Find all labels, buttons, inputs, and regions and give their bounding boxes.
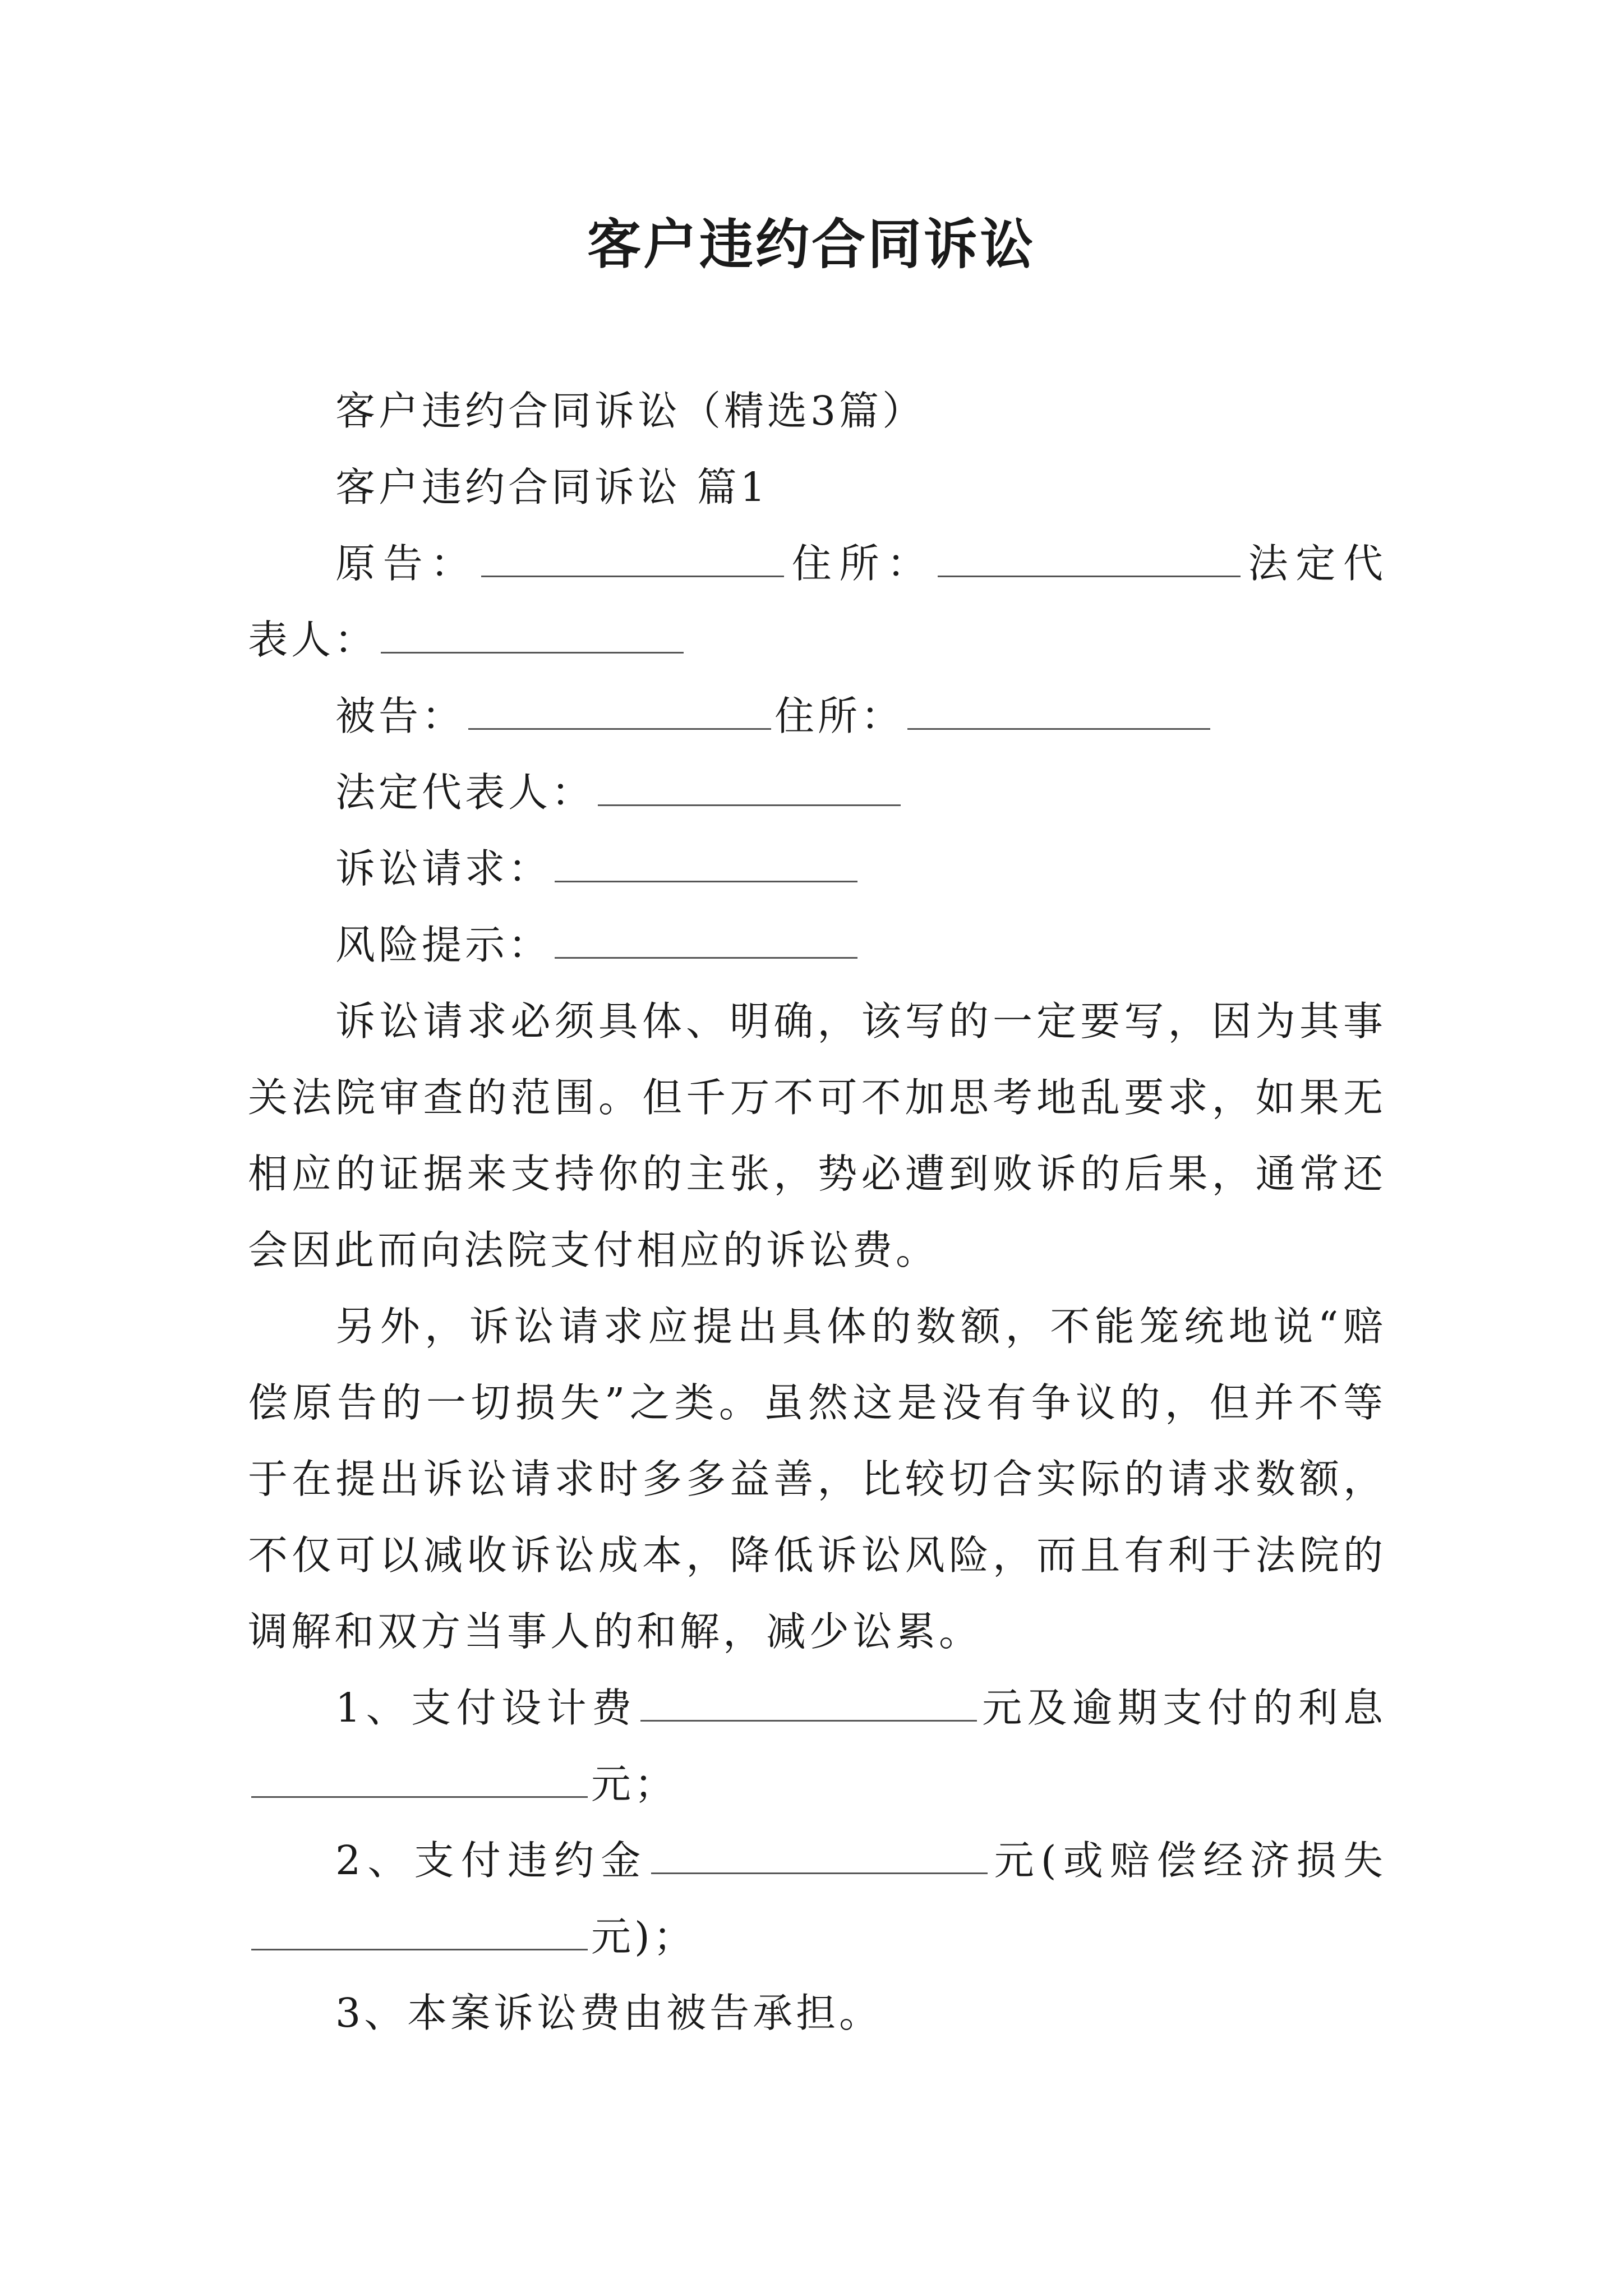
defendant-address-blank: [907, 694, 1210, 730]
risk-line: [248, 907, 1386, 983]
defendant-blank: [468, 694, 771, 730]
claim-blank: [555, 847, 857, 882]
plaintiff-label: 原告：: [335, 540, 478, 587]
defendant-rep-blank: [598, 771, 901, 806]
risk-blank: [555, 923, 857, 959]
item-2-prefix: 2、支付违约金: [335, 1837, 648, 1884]
defendant-rep-line: [248, 754, 1386, 831]
item-3: 3、本案诉讼费由被告承担。: [335, 1990, 883, 2036]
item-1: [248, 1670, 1386, 1823]
subtitle: 客户违约合同诉讼（精选3篇）: [335, 388, 926, 434]
plaintiff-rep-label: 法定代表人：: [248, 540, 1386, 663]
paragraph-1: 诉讼请求必须具体、明确，该写的一定要写，因为其事关法院审查的范围。但千万不可不加思考地乱要求，如果无相应的证据来支持你的主张，势必遭到败诉的后果，通常还会因此而向法院支付相应的诉讼费。: [248, 998, 1386, 1273]
plaintiff-rep-blank: [381, 618, 684, 654]
claim-line: [248, 831, 1386, 907]
item-2-suffix: 元)；: [591, 1913, 697, 1960]
defendant-label: 被告：: [335, 693, 465, 739]
claim-label: 诉讼请求：: [335, 845, 552, 892]
plaintiff-address-blank: [938, 542, 1241, 577]
item-1-blank-b: [251, 1763, 588, 1798]
item-2: [248, 1823, 1386, 1975]
item-2-blank-a: [651, 1839, 988, 1874]
defendant-address-label: 住所：: [774, 693, 905, 739]
risk-label: 风险提示：: [335, 922, 552, 968]
document-title: 客户违约合同诉讼: [587, 213, 1036, 276]
plaintiff-line: [248, 526, 1386, 678]
plaintiff-address-label: 住所：: [787, 540, 934, 587]
paragraph-2: 另外，诉讼请求应提出具体的数额，不能笼统地说“赔偿原告的一切损失”之类。虽然这是没有争议的，但并不等于在提出诉讼请求时多多益善，比较切合实际的请求数额，不仅可以减收诉讼成本，降低诉讼风险，而且有利于法院的调解和双方当事人的和解，减少讼累。: [248, 1303, 1386, 1655]
item-1-blank-a: [640, 1686, 977, 1722]
item-2-mid: 元(或赔偿经济损失: [990, 1837, 1386, 1884]
item-1-prefix: 1、支付设计费: [335, 1685, 637, 1731]
plaintiff-blank: [481, 542, 784, 577]
item-1-mid: 元及逾期支付的利息: [980, 1685, 1386, 1731]
item-2-blank-b: [251, 1915, 588, 1950]
section-heading: 客户违约合同诉讼 篇1: [335, 464, 769, 510]
document-body: [248, 373, 1386, 2051]
defendant-line: [248, 678, 1386, 754]
item-1-suffix: 元；: [591, 1761, 678, 1807]
defendant-rep-label: 法定代表人：: [335, 769, 595, 816]
